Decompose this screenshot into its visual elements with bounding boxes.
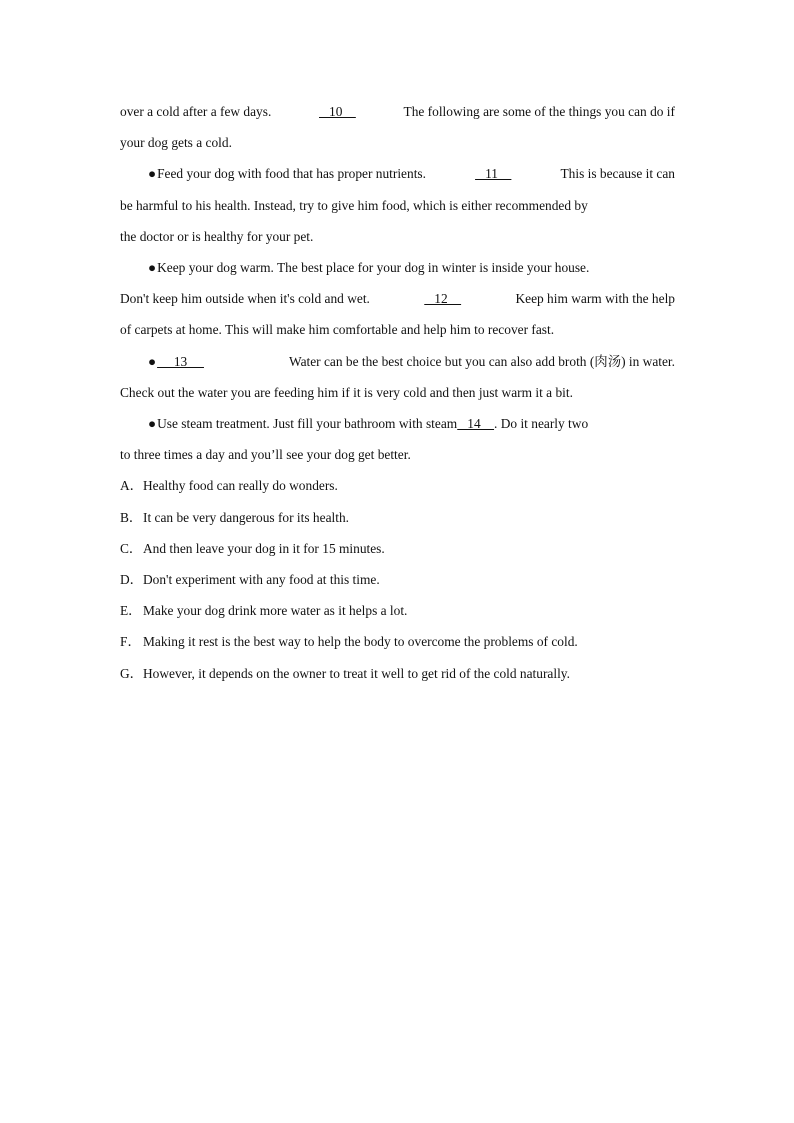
text-segment: Keep your dog warm. The best place for your dog in winter is inside your house. bbox=[157, 260, 590, 276]
option-text: Make your dog drink more water as it helps a lot. bbox=[143, 603, 408, 619]
bullet-paragraph-warm bbox=[120, 252, 675, 283]
options-list bbox=[120, 470, 675, 688]
passage-line bbox=[120, 439, 675, 470]
passage-line bbox=[120, 283, 675, 314]
passage-line bbox=[120, 314, 675, 345]
text-segment: The following are some of the things you can do if bbox=[403, 104, 675, 119]
option-c bbox=[120, 533, 675, 564]
option-b bbox=[120, 502, 675, 533]
passage-line bbox=[120, 96, 675, 127]
option-g bbox=[120, 658, 675, 689]
passage-line bbox=[120, 377, 675, 408]
option-d bbox=[120, 564, 675, 595]
passage-line bbox=[120, 221, 675, 252]
bullet-icon: ● bbox=[148, 416, 157, 432]
text-segment: of carpets at home. This will make him comfortable and help him to recover fast. bbox=[120, 322, 555, 338]
option-letter: B． bbox=[120, 509, 143, 525]
text-segment: your dog gets a cold. bbox=[120, 135, 232, 151]
text-segment: Water can be the best choice but you can also add broth (肉汤) in water. bbox=[289, 353, 675, 369]
option-text: And then leave your dog in it for 15 minutes. bbox=[143, 540, 385, 556]
text-segment: Don't keep him outside when it's cold and wet. bbox=[120, 291, 370, 307]
passage-line bbox=[120, 127, 675, 158]
blank-14: 14 bbox=[457, 416, 495, 432]
option-a bbox=[120, 470, 675, 501]
bullet-paragraph-steam bbox=[120, 408, 675, 439]
text-segment: to three times a day and you’ll see your dog get better. bbox=[120, 447, 411, 463]
option-letter: F． bbox=[120, 634, 141, 650]
bullet-icon: ● bbox=[148, 353, 157, 369]
text-segment: Use steam treatment. Just fill your bathroom with steam bbox=[157, 416, 458, 432]
option-text: It can be very dangerous for its health. bbox=[143, 509, 349, 525]
option-text: Don't experiment with any food at this time. bbox=[143, 572, 380, 588]
option-letter: C． bbox=[120, 540, 143, 556]
option-f bbox=[120, 626, 675, 657]
text-segment: Feed your dog with food that has proper nutrients. bbox=[157, 166, 426, 182]
option-text: However, it depends on the owner to treat it well to get rid of the cold naturally. bbox=[143, 665, 570, 681]
bullet-paragraph-food bbox=[120, 158, 675, 189]
bullet-icon: ● bbox=[148, 166, 157, 182]
option-letter: A． bbox=[120, 478, 144, 494]
option-text: Healthy food can really do wonders. bbox=[143, 478, 338, 494]
bullet-icon: ● bbox=[148, 260, 157, 276]
blank-12: 12 bbox=[424, 291, 462, 307]
text-segment: over a cold after a few days. bbox=[120, 104, 272, 119]
text-segment: . Do it nearly two bbox=[494, 416, 589, 432]
blank-10: 10 bbox=[319, 104, 356, 119]
blank-11: 11 bbox=[475, 166, 512, 182]
bullet-paragraph-water bbox=[120, 346, 675, 377]
text-segment: the doctor or is healthy for your pet. bbox=[120, 228, 314, 244]
text-segment: Keep him warm with the help bbox=[515, 291, 675, 307]
option-letter: D． bbox=[120, 572, 144, 588]
text-segment: This is because it can bbox=[560, 166, 675, 182]
text-segment: Check out the water you are feeding him if it is very cold and then just warm it a bit. bbox=[120, 384, 573, 400]
text-segment: be harmful to his health. Instead, try to give him food, which is either recommended by bbox=[120, 197, 588, 213]
option-letter: E． bbox=[120, 603, 142, 619]
option-letter: G． bbox=[120, 665, 144, 681]
blank-13: 13 bbox=[157, 353, 204, 369]
option-e bbox=[120, 595, 675, 626]
document-page bbox=[120, 96, 675, 689]
option-text: Making it rest is the best way to help the body to overcome the problems of cold. bbox=[143, 634, 578, 650]
passage-line bbox=[120, 190, 675, 221]
